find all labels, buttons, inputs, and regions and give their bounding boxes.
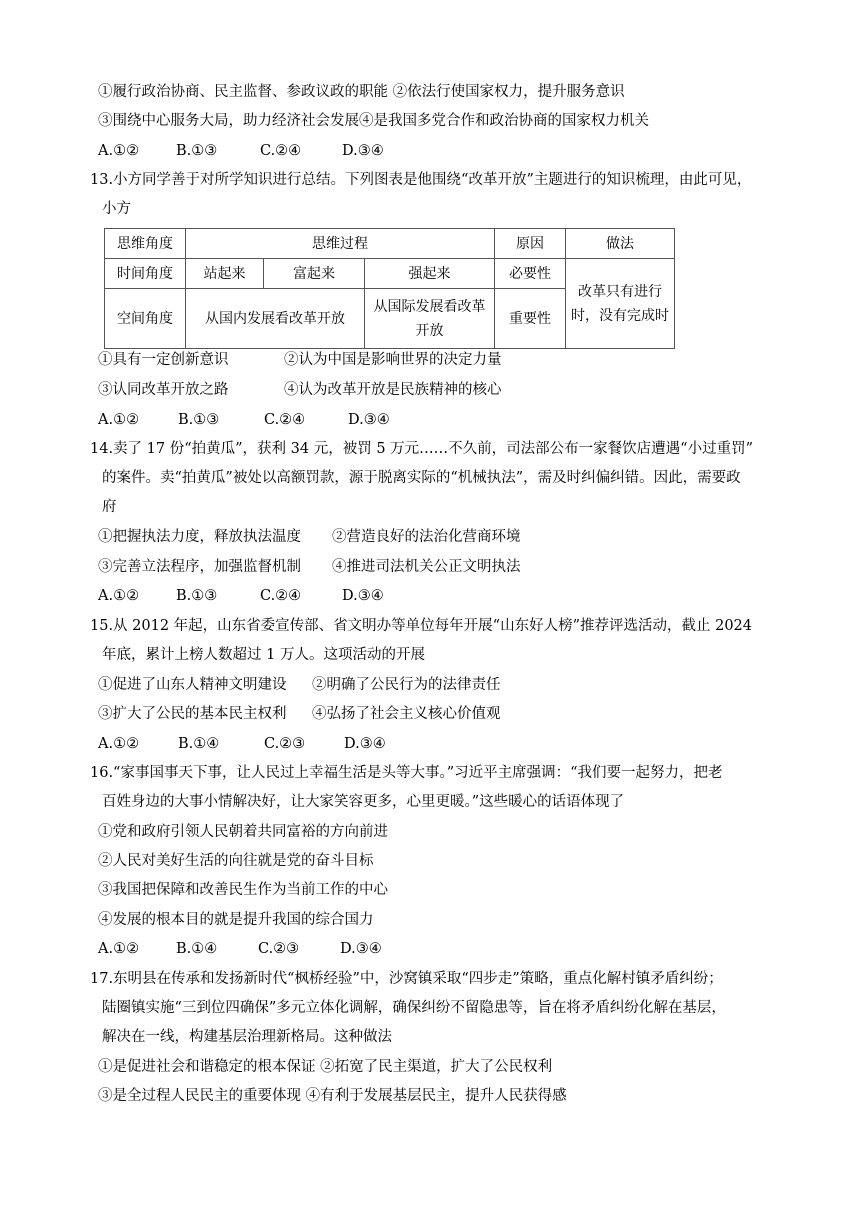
option-c[interactable]: C.②④ xyxy=(260,588,302,604)
q14-stem-line1: 14.卖了 17 份“拍黄瓜”，获利 34 元，被罚 5 万元……不久前，司法部公布一家餐饮店遭遇“小过重罚” xyxy=(90,441,753,457)
q16-choice-2: ②人民对美好生活的向往就是党的奋斗目标 xyxy=(98,853,374,869)
international-line1: 从国际发展看改革 xyxy=(373,298,486,315)
q17-choices-line1: ①是促进社会和谐稳定的根本保证 ②拓宽了民主渠道，扩大了公民权利 xyxy=(98,1059,553,1075)
q13-knowledge-table xyxy=(104,228,675,349)
q13-choices-line1 xyxy=(98,350,502,370)
cell-domestic: 从国内发展看改革开放 xyxy=(186,289,365,349)
header-reason: 原因 xyxy=(495,229,566,259)
q16-options xyxy=(98,939,382,959)
cell-international xyxy=(364,289,494,349)
option-d[interactable]: D.③④ xyxy=(342,143,384,159)
choice-4: ④弘扬了社会主义核心价值观 xyxy=(312,706,501,722)
q14-stem-line2: 的案件。卖“拍黄瓜”被处以高额罚款，源于脱离实际的“机械执法”，需及时纠偏纠错。因此，需要政 xyxy=(102,470,741,486)
option-b[interactable]: B.①③ xyxy=(176,143,218,159)
q14-choices-line2 xyxy=(98,557,521,577)
method-line1: 改革只有进行 xyxy=(578,283,662,300)
choice-1: ①具有一定创新意识 xyxy=(98,352,229,368)
choice-3: ③完善立法程序，加强监督机制 xyxy=(98,559,301,575)
q13-options xyxy=(98,410,390,430)
choice-3: ③认同改革开放之路 xyxy=(98,382,229,398)
q12-choices-line1: ①履行政治协商、民主监督、参政议政的职能 ②依法行使国家权力，提升服务意识 xyxy=(98,84,625,100)
q16-stem-line1: 16.“家事国事天下事，让人民过上幸福生活是头等大事。”习近平主席强调：“我们要一起努力，把老 xyxy=(90,765,723,781)
q14-choices-line1 xyxy=(98,527,521,547)
choice-1: ①把握执法力度，释放执法温度 xyxy=(98,529,301,545)
option-b[interactable]: B.①④ xyxy=(178,736,220,752)
cell-stand-up: 站起来 xyxy=(186,259,264,289)
choice-4: ④认为改革开放是民族精神的核心 xyxy=(284,382,502,398)
cell-get-strong: 强起来 xyxy=(364,259,494,289)
choice-2: ②营造良好的法治化营商环境 xyxy=(332,529,521,545)
choice-2: ②认为中国是影响世界的决定力量 xyxy=(284,352,502,368)
row-space-angle: 空间角度 xyxy=(105,289,186,349)
option-d[interactable]: D.③④ xyxy=(348,412,390,428)
cell-necessity: 必要性 xyxy=(495,259,566,289)
cell-method xyxy=(566,259,675,349)
option-b[interactable]: B.①③ xyxy=(178,412,220,428)
option-b[interactable]: B.①③ xyxy=(176,588,218,604)
choice-2: ②明确了公民行为的法律责任 xyxy=(312,677,501,693)
cell-importance: 重要性 xyxy=(495,289,566,349)
cell-get-rich: 富起来 xyxy=(264,259,365,289)
q15-choices-line1 xyxy=(98,675,501,695)
q15-stem-line2: 年底，累计上榜人数超过 1 万人。这项活动的开展 xyxy=(102,647,425,663)
header-angle: 思维角度 xyxy=(105,229,186,259)
row-time-angle: 时间角度 xyxy=(105,259,186,289)
option-a[interactable]: A.①② xyxy=(98,736,140,752)
option-d[interactable]: D.③④ xyxy=(344,736,386,752)
q17-stem-line3: 解决在一线，构建基层治理新格局。这种做法 xyxy=(102,1029,392,1045)
q12-choices-line2: ③围绕中心服务大局，助力经济社会发展④是我国多党合作和政治协商的国家权力机关 xyxy=(98,113,649,129)
q12-options xyxy=(98,141,384,161)
international-line2: 开放 xyxy=(415,322,444,339)
header-process: 思维过程 xyxy=(186,229,495,259)
q16-choice-3: ③我国把保障和改善民生作为当前工作的中心 xyxy=(98,882,388,898)
q17-stem-line1: 17.东明县在传承和发扬新时代“枫桥经验”中，沙窝镇采取“四步走”策略，重点化解村镇矛盾纠纷； xyxy=(90,971,723,987)
q16-choice-1: ①党和政府引领人民朝着共同富裕的方向前进 xyxy=(98,824,388,840)
q13-stem-line2: 小方 xyxy=(102,201,131,217)
option-a[interactable]: A.①② xyxy=(98,412,140,428)
option-d[interactable]: D.③④ xyxy=(342,588,384,604)
option-c[interactable]: C.②④ xyxy=(264,412,306,428)
q17-choices-line2: ③是全过程人民民主的重要体现 ④有利于发展基层民主，提升人民获得感 xyxy=(98,1088,567,1104)
choice-3: ③扩大了公民的基本民主权利 xyxy=(98,706,287,722)
q14-options xyxy=(98,586,384,606)
q16-choice-4: ④发展的根本目的就是提升我国的综合国力 xyxy=(98,912,374,928)
q15-stem-line1: 15.从 2012 年起，山东省委宣传部、省文明办等单位每年开展“山东好人榜”推荐评选活动，截止 2024 xyxy=(90,618,753,634)
method-line2: 时，没有完成时 xyxy=(571,307,669,324)
option-a[interactable]: A.①② xyxy=(98,588,140,604)
q13-stem-line1: 13.小方同学善于对所学知识进行总结。下列图表是他围绕“改革开放”主题进行的知识梳理，由此可见， xyxy=(90,172,752,188)
q15-options xyxy=(98,734,386,754)
q13-choices-line2 xyxy=(98,380,502,400)
option-a[interactable]: A.①② xyxy=(98,143,140,159)
option-c[interactable]: C.②③ xyxy=(264,736,306,752)
option-b[interactable]: B.①④ xyxy=(176,941,218,957)
choice-4: ④推进司法机关公正文明执法 xyxy=(332,559,521,575)
choice-1: ①促进了山东人精神文明建设 xyxy=(98,677,287,693)
option-a[interactable]: A.①② xyxy=(98,941,140,957)
q14-stem-line3: 府 xyxy=(102,499,117,515)
option-c[interactable]: C.②④ xyxy=(260,143,302,159)
option-d[interactable]: D.③④ xyxy=(340,941,382,957)
q15-choices-line2 xyxy=(98,704,501,724)
header-method: 做法 xyxy=(566,229,675,259)
option-c[interactable]: C.②③ xyxy=(258,941,300,957)
q17-stem-line2: 陆圈镇实施“三到位四确保”多元立体化调解，确保纠纷不留隐患等，旨在将矛盾纠纷化解在基层， xyxy=(102,1000,726,1016)
q16-stem-line2: 百姓身边的大事小情解决好，让大家笑容更多，心里更暖。”这些暖心的话语体现了 xyxy=(102,794,625,810)
